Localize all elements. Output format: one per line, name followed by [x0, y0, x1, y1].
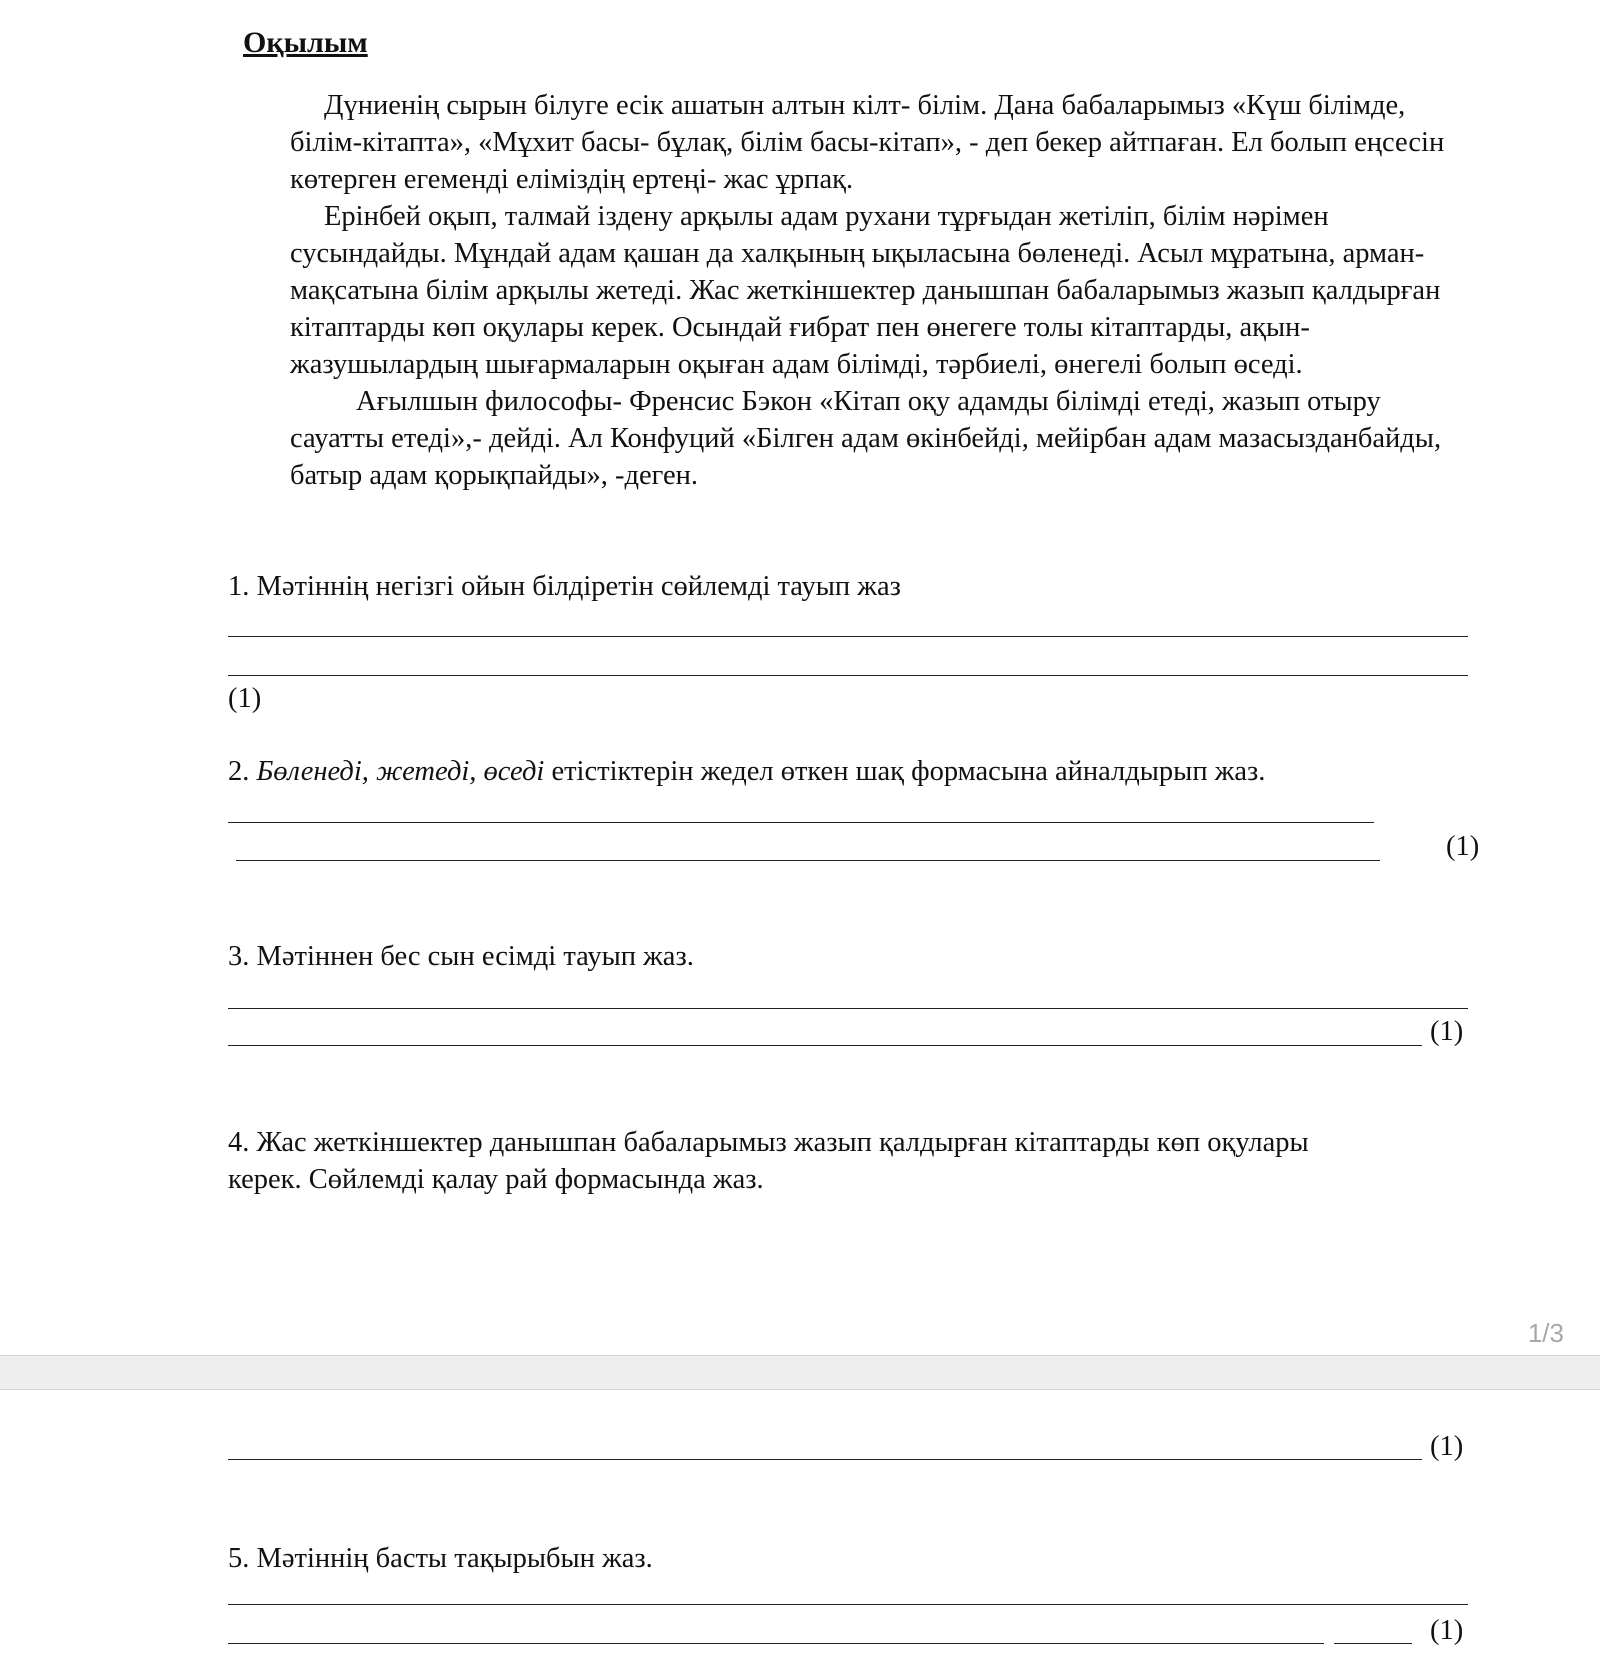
page-separator	[0, 1355, 1600, 1390]
passage-paragraph-1: Дүниенің сырын білуге есік ашатын алтын кілт- білім. Дана бабаларымыз «Күш білімде, білім-кітапта», «Мұхит басы- бұлақ, білім басы-кітап», - деп бекер айтпаған. Ел болып еңсесін көтерген егеменді еліміздің ертеңі- жас ұрпақ.	[290, 90, 1445, 195]
question-2-score: (1)	[1446, 831, 1480, 862]
question-2-text: етістіктерін жедел өткен шақ формасына айналдырып жаз.	[544, 756, 1266, 787]
answer-line-2b[interactable]	[236, 860, 1380, 861]
answer-line-1b[interactable]	[228, 675, 1468, 676]
answer-line-5c[interactable]	[1334, 1643, 1412, 1644]
answer-line-4[interactable]	[228, 1459, 1422, 1460]
question-4	[228, 1124, 1309, 1198]
question-4-line-1: 4. Жас жеткіншектер данышпан бабаларымыз жазып қалдырған кітаптарды көп оқулары	[228, 1127, 1309, 1158]
question-3: 3. Мәтіннен бес сын есімді тауып жаз.	[228, 941, 694, 972]
question-3-score: (1)	[1430, 1016, 1464, 1047]
question-5-score: (1)	[1430, 1615, 1464, 1646]
question-2-verbs: Бөленеді, жетеді, өседі	[256, 756, 545, 787]
page-indicator: 1/3	[1527, 1318, 1564, 1348]
question-2-number: 2.	[228, 756, 257, 787]
answer-line-2a[interactable]	[228, 822, 1374, 823]
answer-line-1a[interactable]	[228, 636, 1468, 637]
answer-line-5a[interactable]	[228, 1604, 1468, 1605]
answer-line-3a[interactable]	[228, 1008, 1468, 1009]
question-5: 5. Мәтіннің басты тақырыбын жаз.	[228, 1543, 653, 1574]
question-1-score: (1)	[228, 683, 262, 714]
question-4-line-2: керек. Сөйлемді қалау рай формасында жаз.	[228, 1164, 764, 1195]
question-2	[228, 753, 1265, 790]
passage-paragraph-2: Ерінбей оқып, талмай іздену арқылы адам рухани тұрғыдан жетіліп, білім нәрімен сусындайды. Мұндай адам қашан да халқының ықыласына бөленеді. Асыл мұратына, арман-мақсатына білім арқылы жетеді. Жас жеткіншектер данышпан бабаларымыз жазып қалдырған кітаптарды көп оқулары керек. Осындай ғибрат пен өнегеге толы кітаптарды, ақын- жазушылардың шығармаларын оқыған адам білімді, тәрбиелі, өнегелі болып өседі.	[290, 201, 1441, 380]
answer-line-5b[interactable]	[228, 1643, 1324, 1644]
question-4-score: (1)	[1430, 1431, 1464, 1462]
document-page-2	[0, 1390, 1600, 1655]
question-1: 1. Мәтіннің негізгі ойын білдіретін сөйлемді тауып жаз	[228, 571, 901, 602]
passage-paragraph-3: Ағылшын философы- Френсис Бэкон «Кітап оқу адамды білімді етеді, жазып отыру сауатты етеді»,- дейді. Ал Конфуций «Білген адам өкінбейді, мейірбан адам мазасызданбайды, батыр адам қорықпайды», -деген.	[290, 386, 1442, 491]
section-title: Оқылым	[243, 26, 368, 59]
reading-passage	[290, 87, 1480, 494]
answer-line-3b[interactable]	[228, 1045, 1422, 1046]
